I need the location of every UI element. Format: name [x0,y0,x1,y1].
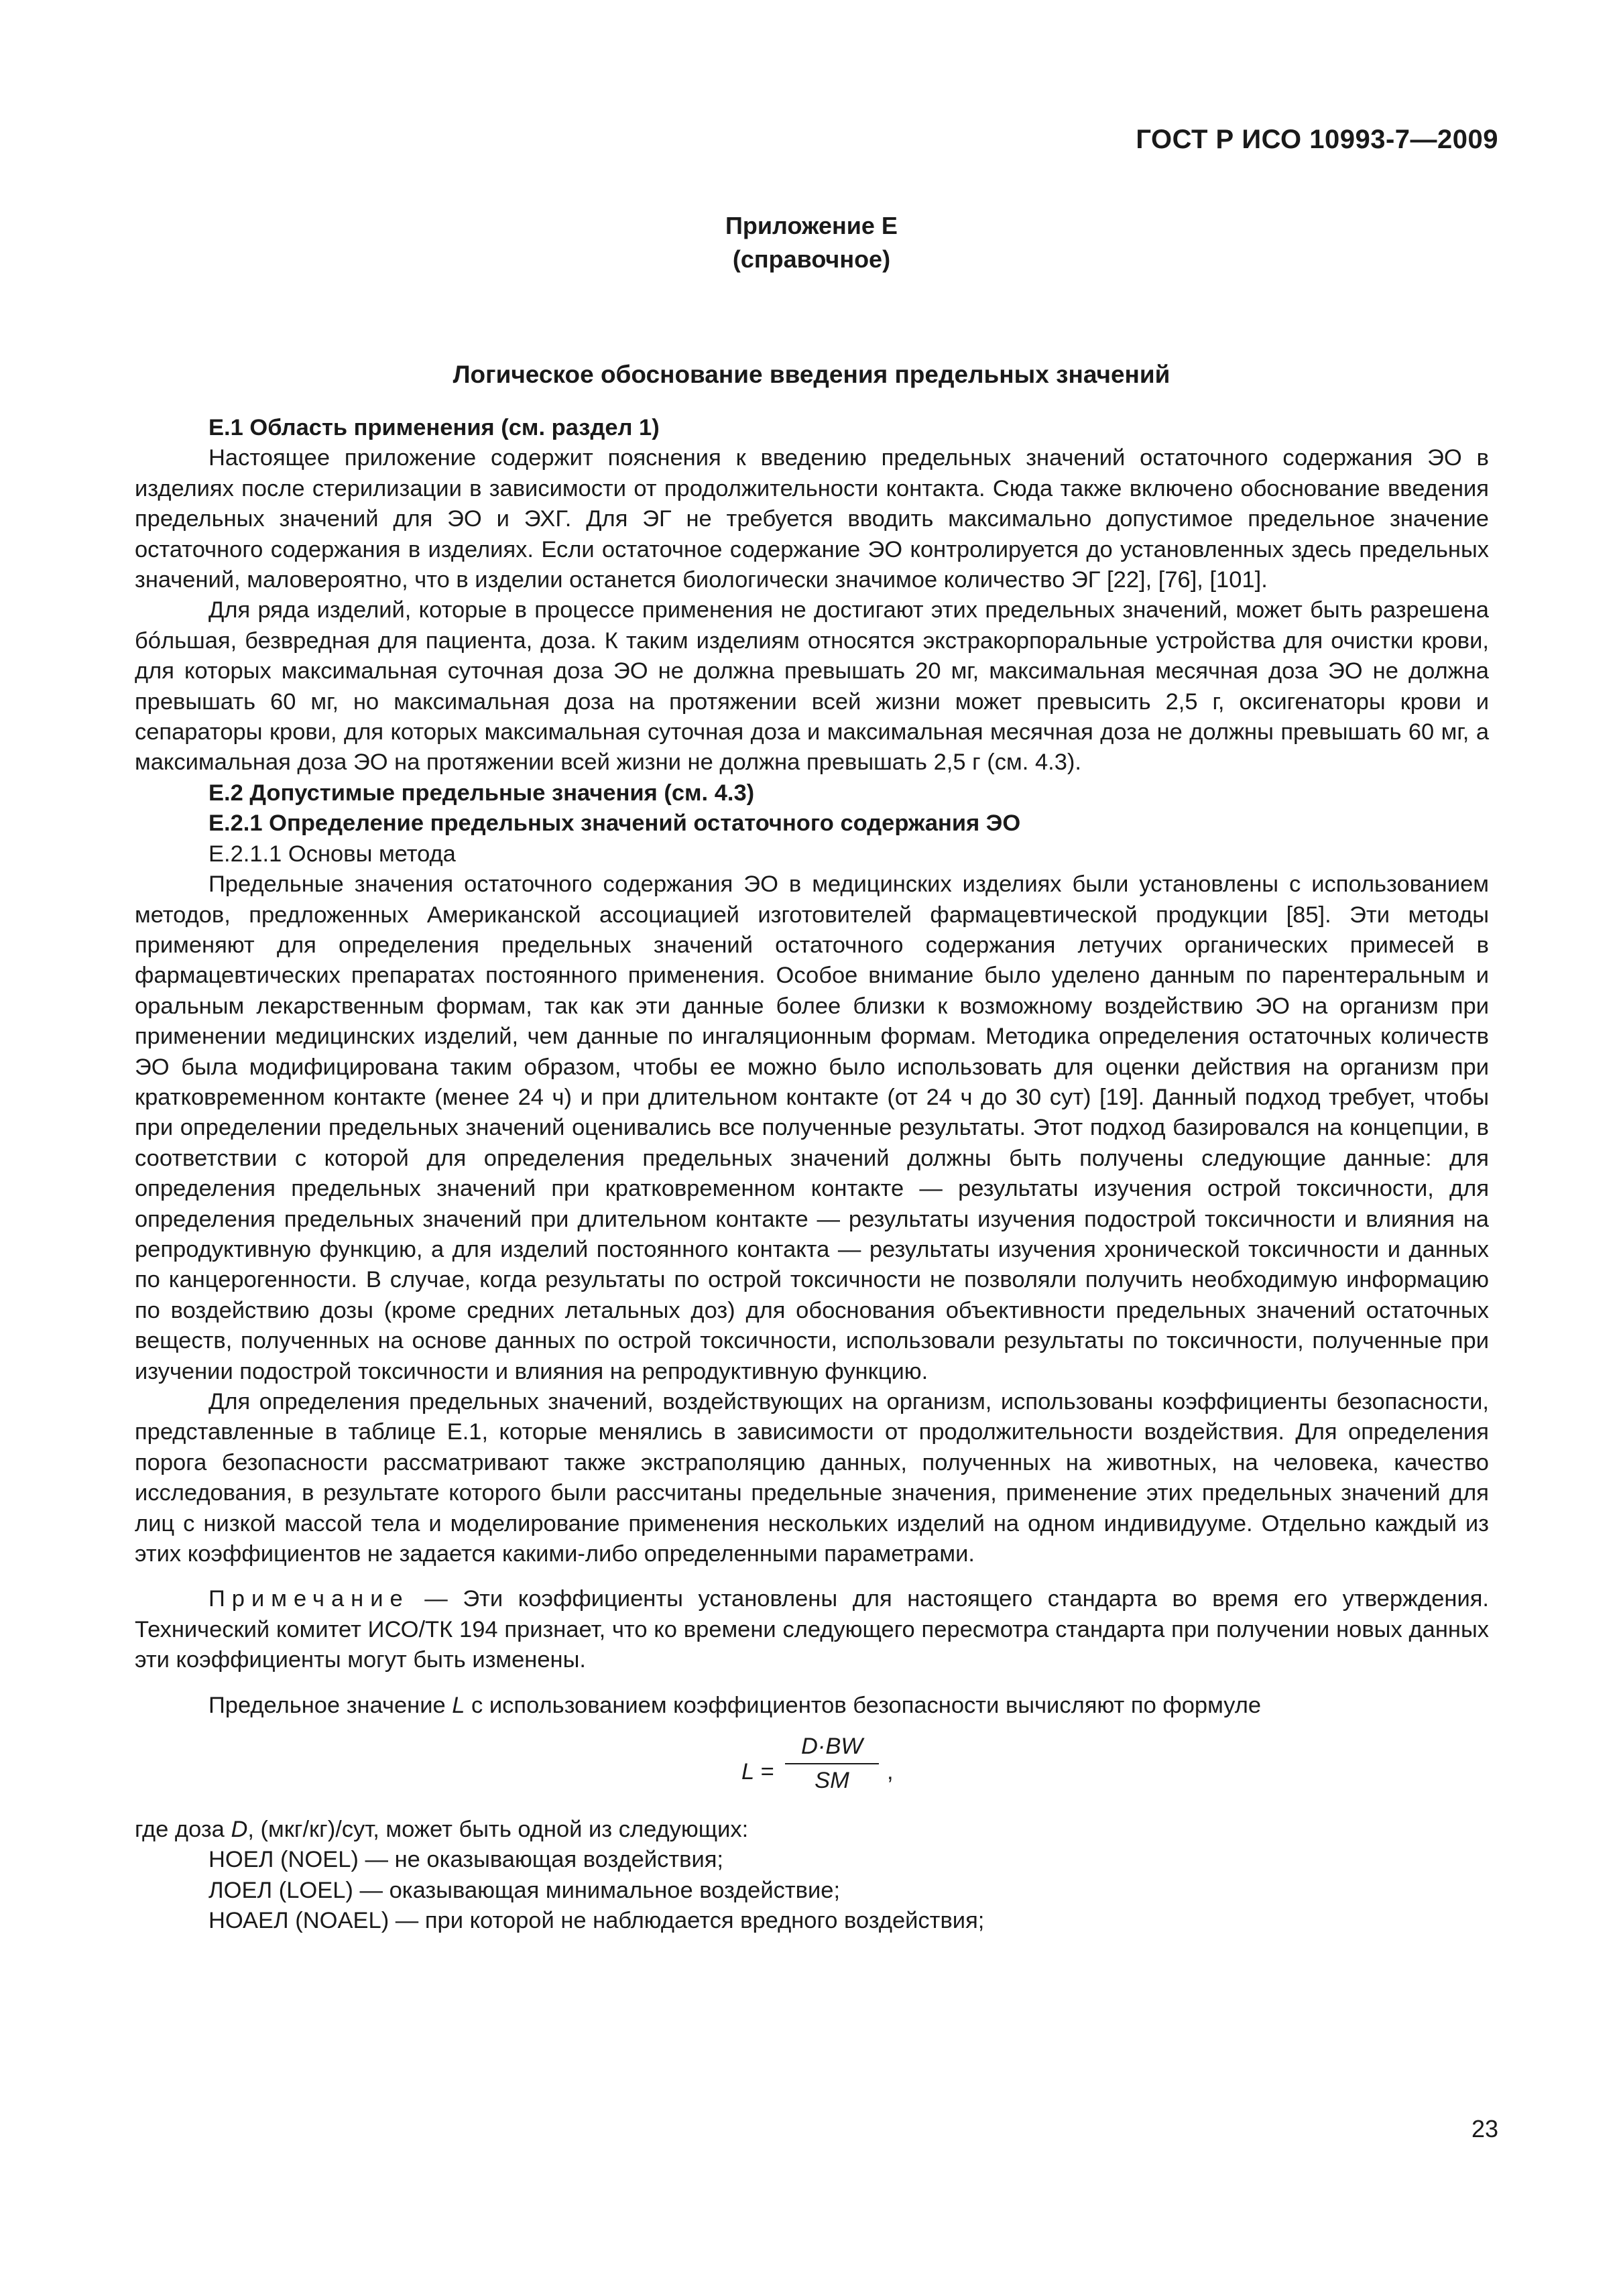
appendix-heading [0,209,1623,276]
definition-item: НОАЕЛ (NOAEL) — при которой не наблюдается вредного воздействия; [208,1908,985,1934]
variable-l: L [452,1692,465,1718]
section-heading-e2: Е.2 Допустимые предельные значения (см. 4.3) [208,780,755,806]
appendix-title: Приложение Е [725,212,898,239]
section-heading-e1: Е.1 Область применения (см. раздел 1) [208,415,660,440]
note [135,1584,1489,1675]
formula-numerator: D·BW [785,1732,879,1764]
formula-lhs: L = [741,1759,774,1785]
where-clause: где доза D, (мкг/кг)/сут, может быть одной из следующих: [135,1817,749,1843]
page-number: 23 [1471,2115,1498,2142]
definition-item: ЛОЕЛ (LOEL) — оказывающая минимальное воздействие; [208,1877,841,1903]
document-title: Логическое обоснование введения предельных значений [453,361,1170,388]
formula-fraction [785,1732,879,1797]
formula-intro: Предельное значение L с использованием коэффициентов безопасности вычисляют по формуле [208,1692,1262,1718]
paragraph: Для определения предельных значений, воздействующих на организм, использованы коэффициенты безопасности, представленные в таблице Е.1, которые менялись в зависимости от продолжительности воздействия. Для определения порога безопасности рассматривают также экстраполяцию данных, полученных на животных, на человека, качество исследования, в результате которого были рассчитаны предельные значения, применение этих предельных значений для лиц с низкой массой тела и моделирование применения нескольких изделий на одном индивидууме. Отдельно каждый из этих коэффициентов не задается какими-либо определенными параметрами. [135,1389,1489,1567]
paragraph: Для ряда изделий, которые в процессе применения не достигают этих предельных значений, может быть разрешена бóльшая, безвредная для пациента, доза. К таким изделиям относятся экстракорпоральные устройства для очистки крови, для которых максимальная суточная доза ЭО не должна превышать 20 мг, максимальная месячная доза ЭО не должна превышать 60 мг, но максимальная доза на протяжении всей жизни может превысить 2,5 г, оксигенаторы крови и сепараторы крови, для которых максимальная суточная доза и максимальная месячная доза не должны превышать 60 мг, а максимальная доза ЭО на протяжении всей жизни не должна превышать 2,5 г (см. 4.3). [135,597,1489,776]
formula-trail: , [887,1759,894,1785]
appendix-type: (справочное) [732,245,891,273]
formula-denominator: SM [815,1768,849,1794]
definition-item: НОЕЛ (NOEL) — не оказывающая воздействия; [208,1847,724,1873]
body-text [135,413,1489,1937]
paragraph: Настоящее приложение содержит пояснения к введению предельных значений остаточного содержания ЭО в изделиях после стерилизации в зависимости от продолжительности контакта. Сюда также включено обоснование введения предельных значений для ЭО и ЭХГ. Для ЭГ не требуется вводить максимально допустимое предельное значение остаточного содержания в изделиях. Если остаточное содержание ЭО контролируется до установленных здесь предельных значений, маловероятно, что в изделии останется биологически значимое количество ЭГ [22], [76], [101]. [135,445,1489,593]
note-text: — Эти коэффициенты установлены для настоящего стандарта во время его утверждения. Технический комитет ИСО/ТК 194 признает, что ко времени следующего пересмотра стандарта при получении новых данных эти коэффициенты могут быть изменены. [135,1586,1489,1673]
variable-d: D [231,1817,248,1843]
subsection-heading-e211: Е.2.1.1 Основы метода [208,841,456,867]
paragraph: Предельные значения остаточного содержания ЭО в медицинских изделиях были установлены с использованием методов, предложенных Американской ассоциацией изготовителей фармацевтической продукции [85]. Эти методы применяют для определения предельных значений остаточного содержания летучих органических примесей в фармацевтических препаратах постоянного применения. Особое внимание было уделено данным по парентеральным и оральным лекарственным формам, так как эти данные более близки к возможному воздействию ЭО на организм при применении медицинских изделий, чем данные по ингаляционным формам. Методика определения остаточных количеств ЭО была модифицирована таким образом, чтобы ее можно было использовать для оценки действия на организм при кратковременном контакте (менее 24 ч) и при длительном контакте (от 24 ч до 30 сут) [19]. Данный подход требует, чтобы при определении предельных значений оценивались все полученные результаты. Этот подход базировался на концепции, в соответствии с которой для определения предельных значений должны быть получены следующие данные: для определения предельных значений при кратковременном контакте — результаты изучения острой токсичности, для определения предельных значений при длительном контакте — результаты изучения подострой токсичности и влияния на репродуктивную функцию, а для изделий постоянного контакта — результаты изучения хронической токсичности и данных по канцерогенности. В случае, когда результаты по острой токсичности не позволяли получить необходимую информацию по воздействию дозы (кроме средних летальных доз) для обоснования объективности предельных значений остаточных веществ, полученных на основе данных по острой токсичности, использовали результаты по токсичности, полученные при изучении подострой токсичности и влияния на репродуктивную функцию. [135,871,1489,1384]
section-heading-e21: Е.2.1 Определение предельных значений остаточного содержания ЭО [208,810,1021,837]
standard-designation: ГОСТ Р ИСО 10993-7—2009 [1136,125,1498,154]
formula [135,1730,1489,1811]
note-label: Примечание [208,1586,410,1612]
